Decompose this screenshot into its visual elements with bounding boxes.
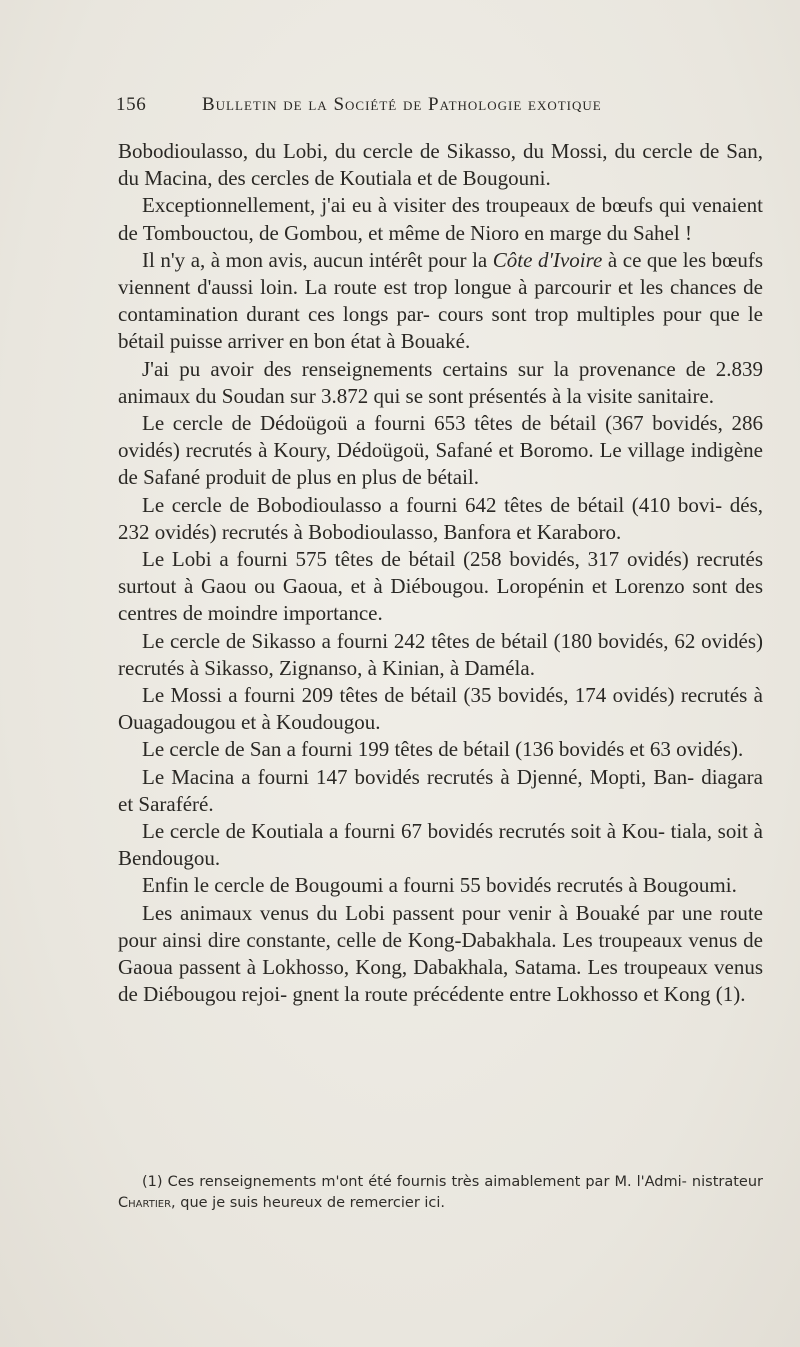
paragraph: Le Macina a fourni 147 bovidés recrutés à Djenné, Mopti, Ban- diagara et Saraféré. [118,764,763,816]
paragraph: J'ai pu avoir des renseignements certains sur la provenance de 2.839 animaux du Soudan sur 3.872 qui se sont présentés à la visite sanitaire. [118,356,763,408]
paragraph: Le cercle de Koutiala a fourni 67 bovidés recrutés soit à Kou- tiala, soit à Bendougou. [118,819,763,871]
body-text [118,138,763,1009]
paragraph [118,247,763,356]
italic-place-name: Côte d'Ivoire [492,247,603,272]
paragraph-text: à ce que les bœufs viennent d'aussi loin. La route est trop longue à parcourir et les chances de contamination durant ces longs par- cours sont trop multiples pour que le bétail puisse arriver en bon état à Bouaké. [118,247,764,354]
paragraph: Le cercle de San a fourni 199 têtes de bétail (136 bovidés et 63 ovidés). [142,737,744,762]
paragraph: Exceptionnellement, j'ai eu à visiter des troupeaux de bœufs qui venaient de Tombouctou, de Gombou, et même de Nioro en marge du Sahel ! [118,193,763,245]
footnote-text: , que je suis heureux de remercier ici. [171,1195,446,1211]
running-header [116,92,766,122]
paragraph: Le cercle de Dédoügoü a fourni 653 têtes de bétail (367 bovidés, 286 ovidés) recrutés à Koury, Dédoügoü, Safané et Boromo. Le village indigène de Safané produit de plus en plus de bétail. [118,411,763,490]
paragraph: Bobodioulasso, du Lobi, du cercle de Sikasso, du Mossi, du cercle de San, du Macina, des cercles de Koutiala et de Bougouni. [118,139,763,191]
paragraph: Les animaux venus du Lobi passent pour venir à Bouaké par une route pour ainsi dire constante, celle de Kong-Dabakhala. Les troupeaux venus de Gaoua passent à Lokhosso, Kong, Dabakhala, Satama. Les troupeaux venus de Diébougou rejoi- gnent la route précédente entre Lokhosso et Kong (1). [118,900,763,1007]
paragraph: Enfin le cercle de Bougoumi a fourni 55 bovidés recrutés à Bougoumi. [142,873,737,898]
paragraph: Le cercle de Bobodioulasso a fourni 642 têtes de bétail (410 bovi- dés, 232 ovidés) recrutés à Bobodioulasso, Banfora et Karaboro. [118,492,763,544]
paragraph: Le Mossi a fourni 209 têtes de bétail (35 bovidés, 174 ovidés) recrutés à Ouagadougou et à Koudougou. [118,683,763,735]
footnote-text: (1) Ces renseignements m'ont été fournis très aimablement par M. l'Admi- nistrateur [142,1174,763,1190]
running-title: Bulletin de la Société de Pathologie exotique [202,94,602,115]
footnote [118,1172,763,1214]
page-number: 156 [116,94,147,115]
paragraph: Le cercle de Sikasso a fourni 242 têtes de bétail (180 bovidés, 62 ovidés) recrutés à Sikasso, Zignanso, à Kinian, à Daméla. [118,628,763,680]
footnote-name: Chartier [118,1195,172,1211]
paragraph-text: Il n'y a, à mon avis, aucun intérêt pour la [142,247,493,272]
paragraph: Le Lobi a fourni 575 têtes de bétail (258 bovidés, 317 ovidés) recrutés surtout à Gaou ou Gaoua, et à Diébougou. Loropénin et Lorenzo sont des centres de moindre importance. [118,547,763,626]
